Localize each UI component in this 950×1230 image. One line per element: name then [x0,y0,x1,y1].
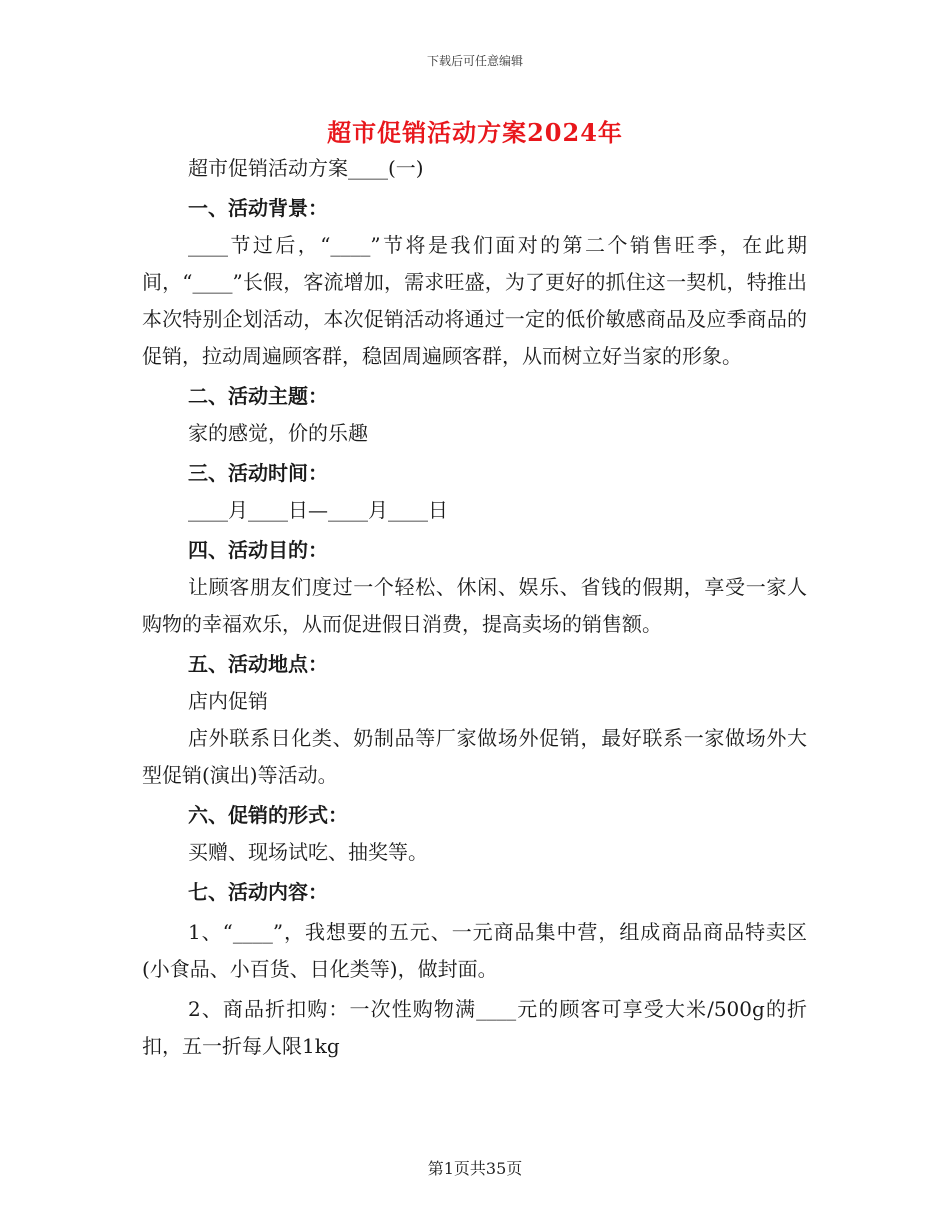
location-paragraph-outdoor: 店外联系日化类、奶制品等厂家做场外促销，最好联系一家做场外大型促销(演出)等活动。 [142,726,807,787]
section-heading-location: 五、活动地点： [188,652,328,676]
plan-subtitle: 超市促销活动方案____(一) [188,156,424,180]
content-item-2: 2、商品折扣购：一次性购物满____元的顾客可享受大米/500g的折扣，五一折每人限1kg [142,997,807,1058]
location-paragraph-indoor: 店内促销 [188,689,268,713]
time-paragraph: ____月____日—____月____日 [188,498,448,522]
theme-paragraph: 家的感觉，价的乐趣 [188,421,368,445]
section-heading-time: 三、活动时间： [188,461,328,485]
content-item-1: 1、“____”，我想要的五元、一元商品集中营，组成商品商品特卖区(小食品、小百货、日化类等)，做封面。 [142,920,807,981]
section-heading-background: 一、活动背景： [188,196,328,220]
purpose-paragraph: 让顾客朋友们度过一个轻松、休闲、娱乐、省钱的假期，享受一家人购物的幸福欢乐，从而促进假日消费，提高卖场的销售额。 [142,575,807,636]
page-number: 第1页共35页 [427,1159,523,1178]
document-title: 超市促销活动方案2024年 [327,118,623,147]
document-body [142,150,807,1065]
section-heading-content: 七、活动内容： [188,880,328,904]
form-paragraph: 买赠、现场试吃、抽奖等。 [188,840,428,864]
section-heading-theme: 二、活动主题： [188,384,328,408]
background-paragraph: ____节过后，“____”节将是我们面对的第二个销售旺季，在此期间，“____”长假，客流增加，需求旺盛，为了更好的抓住这一契机，特推出本次特别企划活动，本次促销活动将通过一定的低价敏感商品及应季商品的促销，拉动周遍顾客群，稳固周遍顾客群，从而树立好当家的形象。 [142,233,807,368]
page-header: 下载后可任意编辑 [426,54,523,68]
section-heading-purpose: 四、活动目的： [188,538,328,562]
section-heading-form: 六、促销的形式： [188,803,348,827]
